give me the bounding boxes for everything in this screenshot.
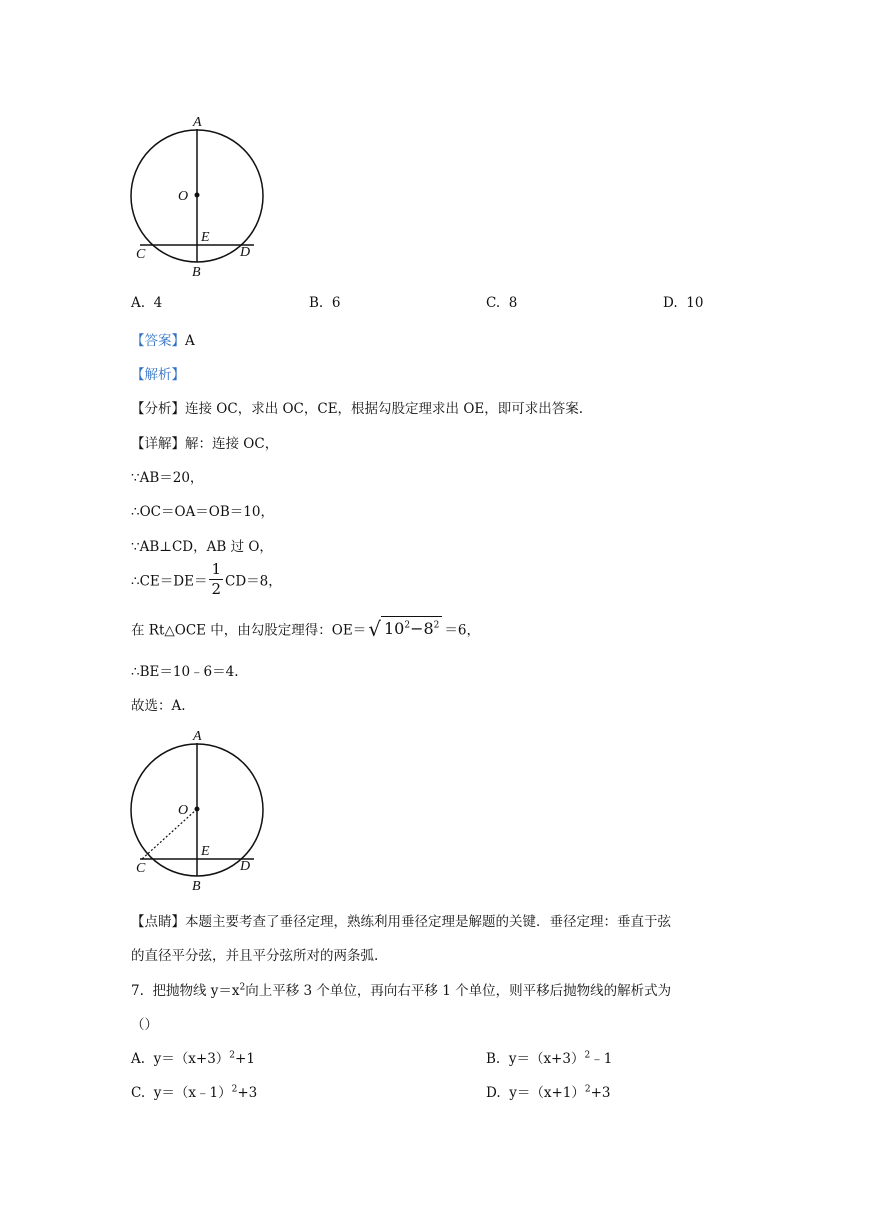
label-D: D: [240, 859, 251, 874]
step-7: 故选：A.: [131, 698, 186, 714]
q7-option-c: C. y＝（x﹣1）$^2$+3: [131, 1084, 258, 1101]
label-D: D: [240, 245, 251, 260]
step-6: ∴BE＝10﹣6＝4.: [131, 664, 239, 680]
step-5: 在 Rt△OCE 中，由勾股定理得：OE＝ √ $10^2-8^2 =6$，: [131, 617, 480, 641]
label-C: C: [136, 861, 146, 876]
label-A: A: [193, 729, 202, 744]
step-2: ∴OC＝OA＝OB＝10，: [131, 504, 274, 520]
dianjing-line2: 的直径平分弦，并且平分弦所对的两条弧.: [131, 948, 379, 964]
option-d: D. 10: [663, 295, 704, 311]
q7-option-a: A. $y=(x+3)^2+1$: [131, 1050, 255, 1067]
label-O: O: [178, 189, 189, 204]
circle-figure-1: [120, 108, 280, 288]
option-c: C. 8: [486, 295, 518, 311]
q7-option-d: D. $y=(x+1)^2+3$: [486, 1084, 611, 1101]
xiangjie-line: 【详解】解：连接 OC，: [131, 436, 279, 452]
question-7-stem: 7. 把抛物线 $y=x^2$向上平移 3 个单位，再向右平移 1 个单位，则平移后抛物线的解析式为: [131, 982, 672, 999]
step-4: ∴CE＝DE＝ $\frac{1}{2}$ CD＝8，: [131, 560, 282, 598]
label-C: C: [136, 247, 146, 262]
dianjing-line1: 【点睛】本题主要考查了垂径定理，熟练利用垂径定理是解题的关键．垂径定理：垂直于弦: [131, 914, 671, 930]
step-1: ∵AB＝20，: [131, 470, 204, 486]
circle-figure-2: [120, 722, 280, 902]
q7-option-b: B. $y=(x+3)^2﹣1$: [486, 1050, 613, 1067]
label-A: A: [193, 115, 202, 130]
label-O: O: [178, 803, 189, 818]
label-B: B: [192, 879, 201, 894]
label-E: E: [201, 230, 210, 245]
fraction-one-half: $\frac{1}{2}$: [211, 560, 221, 598]
step-3: ∵AB⊥CD，AB 过 O，: [131, 539, 273, 555]
option-b: B. 6: [309, 295, 341, 311]
analysis-tag: 【解析】: [131, 367, 185, 383]
option-a: A. 4: [131, 295, 163, 311]
label-B: B: [192, 265, 201, 280]
sqrt-expression: √ $10^2-8^2$: [368, 616, 442, 641]
fenxi-line: 【分析】连接 OC，求出 OC，CE，根据勾股定理求出 OE，即可求出答案.: [131, 401, 584, 417]
answer-line: 【答案】A: [131, 333, 195, 349]
question-7-paren: （）: [131, 1017, 158, 1033]
label-E: E: [201, 844, 210, 859]
